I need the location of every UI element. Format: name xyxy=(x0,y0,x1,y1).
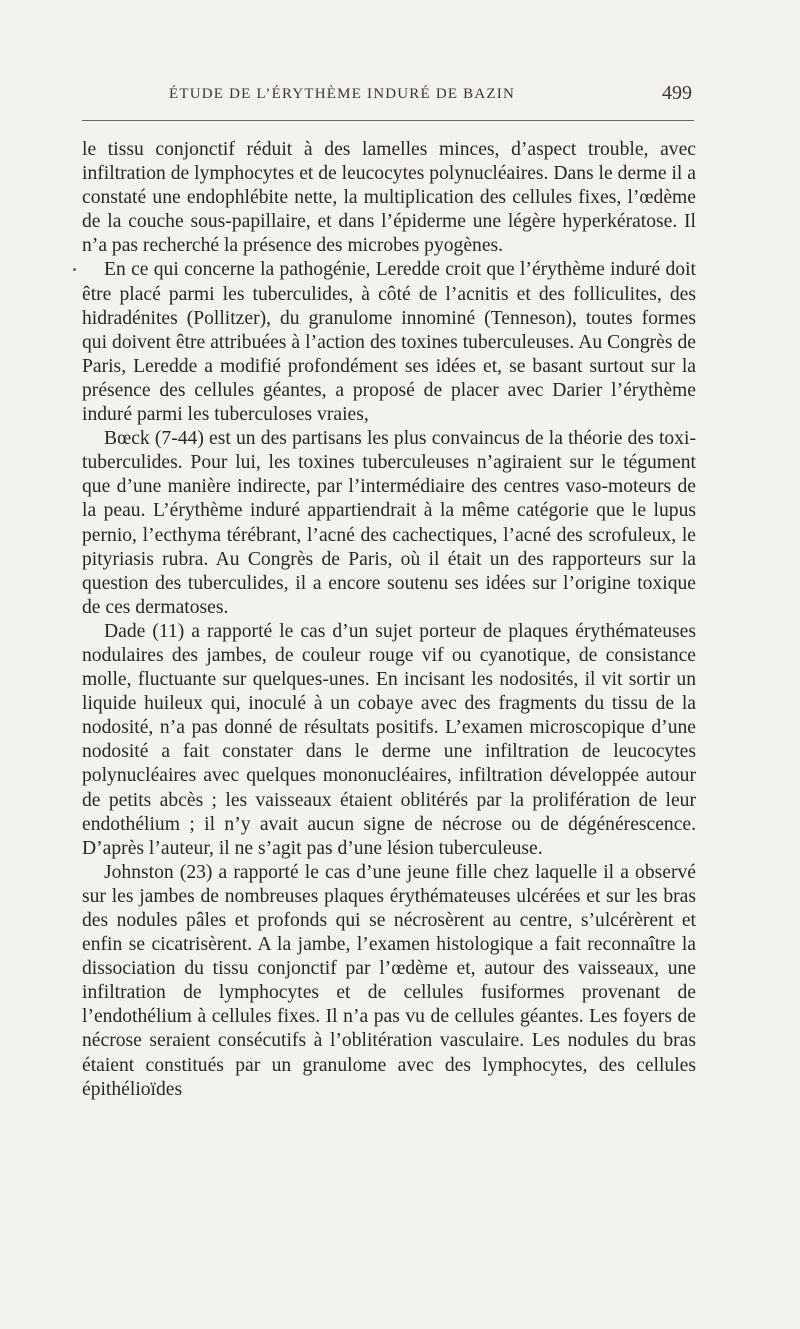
body-text xyxy=(82,138,696,1102)
paragraph-johnston: Johnston (23) a rapporté le cas d’une jeune fille chez laquelle il a observé sur les jambes de nombreuses plaques érythémateuses ulcérées et sur les bras des nodules pâles et profonds qui se nécrosèrent au centre, s’ulcérèrent et enfin se cicatrisèrent. A la jambe, l’examen histologique a fait reconnaître la dissociation du tissu conjonctif par l’œdème et, autour des vaisseaux, une infiltration de lymphocytes et de cellules fusiformes provenant de l’endothélium à cellules fixes. Il n’a pas vu de cellules géantes. Les foyers de nécrose seraient consécutifs à l’oblitération vasculaire. Les nodules du bras étaient constitués par un granulome avec des lymphocytes, des cellules épithélioïdes xyxy=(82,861,696,1100)
page-number: 499 xyxy=(662,82,692,104)
stray-ink-mark xyxy=(73,268,76,271)
header-rule xyxy=(82,120,694,121)
running-title: ÉTUDE DE L’ÉRYTHÈME INDURÉ DE BAZIN xyxy=(169,86,515,102)
paragraph-leredde: En ce qui concerne la pathogénie, Leredde croit que l’érythème induré doit être placé parmi les tuberculides, à côté de l’acnitis et des folliculites, des hidradénites (Pollitzer), du granulome innominé (Tenneson), toutes formes qui doivent être attribuées à l’action des toxines tuberculeuses. Au Congrès de Paris, Leredde a modifié profondément ses idées et, se basant surtout sur la présence des cellules géantes, a proposé de placer avec Darier l’érythème induré parmi les tuberculoses vraies, xyxy=(82,259,696,426)
paragraph-dade: Dade (11) a rapporté le cas d’un sujet porteur de plaques érythémateuses nodulaires des jambes, de couleur rouge vif ou cyanotique, de consistance molle, fluctuante sur quelques-unes. En incisant les nodosités, il vit sortir un liquide huileux qui, inoculé à un cobaye avec des fragments du tissu de la nodosité, n’a pas donné de résultats positifs. L’examen microscopique d’une nodosité a fait constater dans le derme une infiltration de leucocytes polynucléaires avec quelques mononucléaires, infiltration développée autour de petits abcès ; les vaisseaux étaient oblitérés par la prolifération de leur endothélium ; il n’y avait aucun signe de nécrose ou de dégénérescence. D’après l’auteur, il ne s’agit pas d’une lésion tuberculeuse. xyxy=(82,620,696,859)
paragraph-boeck: Bœck (7-44) est un des partisans les plus convaincus de la théorie des toxi-tuberculides. Pour lui, les toxines tuberculeuses n’agiraient sur le tégument que d’une manière indirecte, par l’intermédiaire des centres vaso-moteurs de la peau. L’érythème induré appartiendrait à la même catégorie que le lupus pernio, l’ecthyma térébrant, l’acné des cachectiques, l’acné des scrofuleux, le pityriasis rubra. Au Congrès de Paris, où il était un des rapporteurs sur la question des tuberculides, il a encore soutenu ses idées sur l’origine toxique de ces dermatoses. xyxy=(82,428,696,618)
paragraph-continuation: le tissu conjonctif réduit à des lamelles minces, d’aspect trouble, avec infiltration de lymphocytes et de leucocytes polynucléaires. Dans le derme il a constaté une endophlébite nette, la multiplication des cellules fixes, l’œdème de la couche sous-papillaire, et dans l’épiderme une légère hyperkératose. Il n’a pas recherché la présence des microbes pyogènes. xyxy=(82,139,696,257)
page-header xyxy=(82,82,698,116)
